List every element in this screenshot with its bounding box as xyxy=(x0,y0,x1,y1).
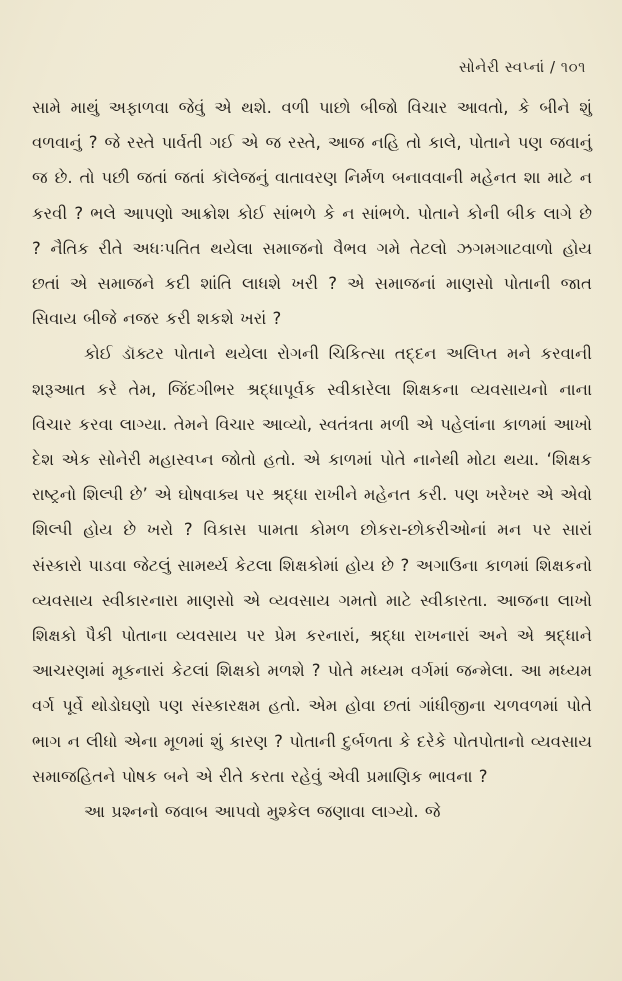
body-text xyxy=(32,90,592,829)
paragraph-2: કોઈ ડૉક્ટર પોતાને થયેલા રોગની ચિકિત્સા તદ્દન અલિપ્ત મને કરવાની શરૂઆત કરે તેમ, જિંદગીભર શ્રદ્ધાપૂર્વક સ્વીકારેલા શિક્ષકના વ્યવસાયનો નાના વિચાર કરવા લાગ્યા. તેમને વિચાર આવ્યો, સ્વતંત્રતા મળી એ પહેલાંના કાળમાં આખો દેશ એક સોનેરી મહાસ્વપ્ન જોતો હતો. એ કાળમાં પોતે નાનેથી મોટા થયા. ‘શિક્ષક રાષ્ટ્રનો શિલ્પી છે’ એ ઘોષવાક્ય પર શ્રદ્ધા રાખીને મહેનત કરી. પણ ખરેખર એ એવો શિલ્પી હોય છે ખરો ? વિકાસ પામતા કોમળ છોકરા-છોકરીઓનાં મન પર સારાં સંસ્કારો પાડવા જેટલું સામર્થ્ય કેટલા શિક્ષકોમાં હોય છે ? અગાઉના કાળમાં શિક્ષકનો વ્યવસાય સ્વીકારનારા માણસો એ વ્યવસાય ગમતો માટે સ્વીકારતા. આજના લાખો શિક્ષકો પૈકી પોતાના વ્યવસાય પર પ્રેમ કરનારાં, શ્રદ્ધા રાખનારાં અને એ શ્રદ્ધાને આચરણમાં મૂકનારાં કેટલાં શિક્ષકો મળશે ? પોતે મધ્યમ વર્ગમાં જન્મેલા. આ મધ્યમ વર્ગ પૂર્વે થોડોઘણો પણ સંસ્કારક્ષમ હતો. એમ હોવા છતાં ગાંધીજીના ચળવળમાં પોતે ભાગ ન લીધો એના મૂળમાં શું કારણ ? પોતાની દુર્બળતા કે દરેકે પોતપોતાનો વ્યવસાય સમાજહિતને પોષક બને એ રીતે કરતા રહેવું એવી પ્રમાણિક ભાવના ? xyxy=(32,344,592,786)
paragraph-3: આ પ્રશ્નનો જવાબ આપવો મુશ્કેલ જણાવા લાગ્યો. જે xyxy=(84,802,441,822)
paragraph-1: સામે માથું અફાળવા જેવું એ થશે. વળી પાછો બીજો વિચાર આવતો, કે બીને શું વળવાનું ? જે રસ્તે પાર્વતી ગઈ એ જ રસ્તે, આજ નહિ તો કાલે, પોતાને પણ જવાનું જ છે. તો પછી જતાં જતાં કૉલેજનું વાતાવરણ નિર્મળ બનાવવાની મહેનત શા માટે ન કરવી ? ભલે આપણો આક્રોશ કોઈ સાંભળે કે ન સાંભળે. પોતાને કોની બીક લાગે છે ? નૈતિક રીતે અધઃપતિત થયેલા સમાજનો વૈભવ ગમે તેટલો ઝગમગાટવાળો હોય છતાં એ સમાજને કદી શાંતિ લાધશે ખરી ? એ સમાજનાં માણસો પોતાની જાત સિવાય બીજે નજર કરી શકશે ખરાં ? xyxy=(32,98,592,329)
running-header: સોનેરી સ્વપ્નાં / ૧૦૧ xyxy=(458,58,586,76)
